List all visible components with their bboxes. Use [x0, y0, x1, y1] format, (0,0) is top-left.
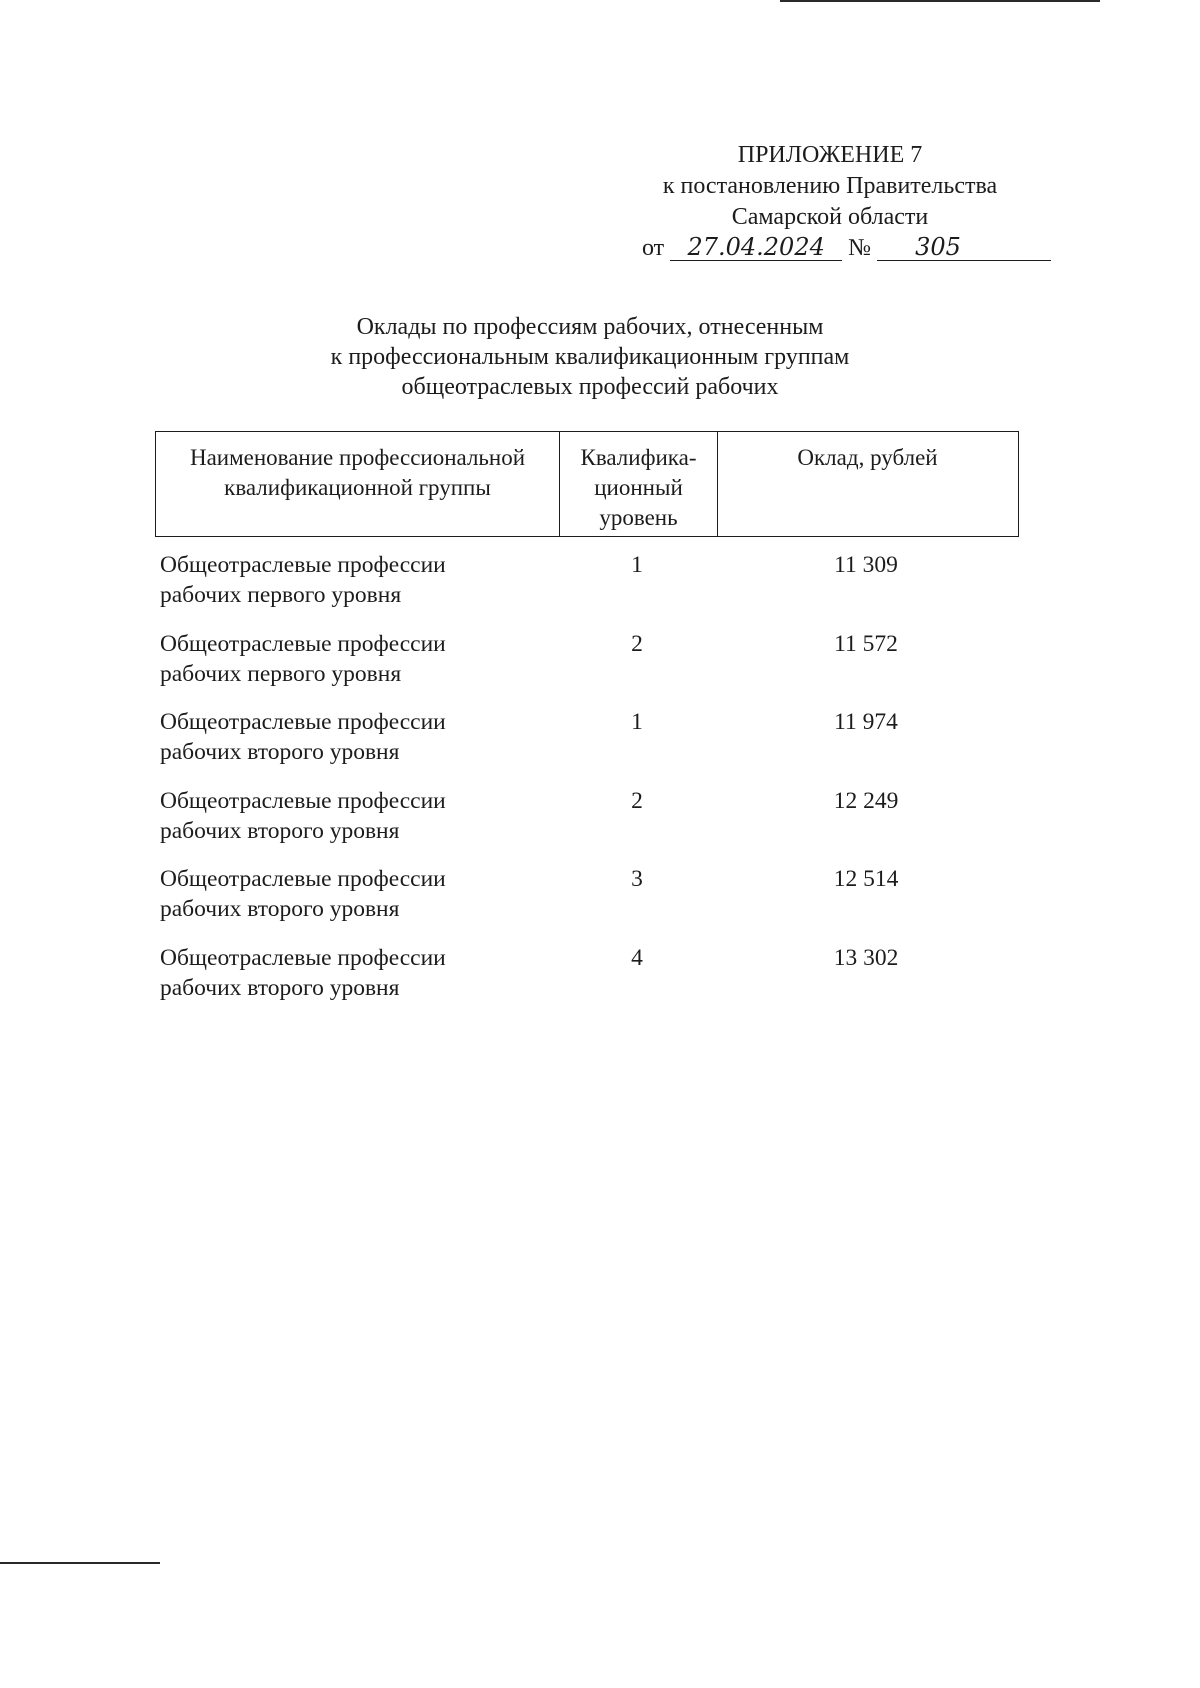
- salary-table: [155, 431, 1019, 1008]
- header-qualification-level: [559, 432, 717, 536]
- table-row: [155, 694, 1019, 773]
- header-text: Оклад, рублей: [797, 445, 938, 470]
- group-text: Общеотраслевые профессии: [160, 709, 446, 735]
- table-header: [155, 431, 1019, 537]
- header-salary: [717, 432, 1017, 536]
- handwritten-number: 305: [877, 234, 1051, 261]
- level-cell: 1: [631, 552, 643, 578]
- group-text: Общеотраслевые профессии: [160, 552, 446, 578]
- appendix-date-number-line: [630, 233, 1030, 264]
- level-cell: 4: [631, 944, 643, 971]
- appendix-line-1: к постановлению Правительства: [662, 173, 998, 199]
- title-line-2: к профессиональным квалификационным группам: [330, 344, 850, 370]
- header-group-name: [156, 432, 559, 536]
- appendix-block: [630, 140, 1030, 264]
- group-text: рабочих второго уровня: [160, 817, 400, 844]
- bottom-border-line: [0, 1562, 160, 1564]
- handwritten-date: 27.04.2024: [670, 234, 842, 261]
- salary-cell: 11 309: [834, 552, 898, 578]
- group-text: Общеотраслевые профессии: [160, 787, 446, 814]
- title-line-3: общеотраслевых профессий рабочих: [401, 374, 779, 400]
- salary-cell: 12 514: [833, 866, 899, 892]
- level-cell: 1: [631, 709, 643, 735]
- table-body: [155, 537, 1019, 1008]
- salary-cell: 12 249: [833, 787, 899, 814]
- level-cell: 2: [631, 787, 643, 814]
- group-cell: [155, 930, 558, 1009]
- header-text: ционный: [594, 475, 683, 500]
- group-cell: [155, 851, 558, 930]
- title-line-1: Оклады по профессиям рабочих, отнесенным: [356, 314, 824, 340]
- salary-cell: 11 974: [834, 709, 898, 735]
- header-text: Квалифика-: [580, 445, 697, 470]
- group-cell: [155, 694, 558, 773]
- group-text: Общеотраслевые профессии: [160, 866, 446, 892]
- group-text: рабочих первого уровня: [160, 582, 402, 608]
- level-cell: 3: [631, 866, 643, 892]
- table-row: [155, 773, 1019, 852]
- table-row: [155, 930, 1019, 1009]
- table-row: [155, 851, 1019, 930]
- header-text: квалификационной группы: [224, 475, 491, 500]
- group-cell: [155, 773, 558, 852]
- salary-cell: 11 572: [834, 630, 898, 657]
- group-text: рабочих второго уровня: [160, 739, 400, 765]
- group-text: рабочих первого уровня: [160, 660, 402, 687]
- header-text: Наименование профессиональной: [189, 445, 526, 470]
- group-text: рабочих второго уровня: [160, 974, 400, 1001]
- table-row: [155, 616, 1019, 695]
- group-text: Общеотраслевые профессии: [160, 630, 446, 657]
- table-row: [155, 537, 1019, 616]
- header-text: уровень: [599, 505, 678, 530]
- top-border-line: [780, 0, 1100, 2]
- appendix-title: ПРИЛОЖЕНИЕ 7: [737, 142, 923, 168]
- appendix-line-2: Самарской области: [731, 204, 929, 230]
- from-label: от: [642, 235, 665, 261]
- salary-cell: 13 302: [833, 944, 899, 971]
- group-cell: [155, 537, 558, 616]
- group-text: Общеотраслевые профессии: [160, 944, 446, 971]
- level-cell: 2: [631, 630, 643, 657]
- document-title: [200, 312, 980, 402]
- group-cell: [155, 616, 558, 695]
- group-text: рабочих второго уровня: [160, 896, 400, 922]
- number-label: №: [848, 235, 872, 261]
